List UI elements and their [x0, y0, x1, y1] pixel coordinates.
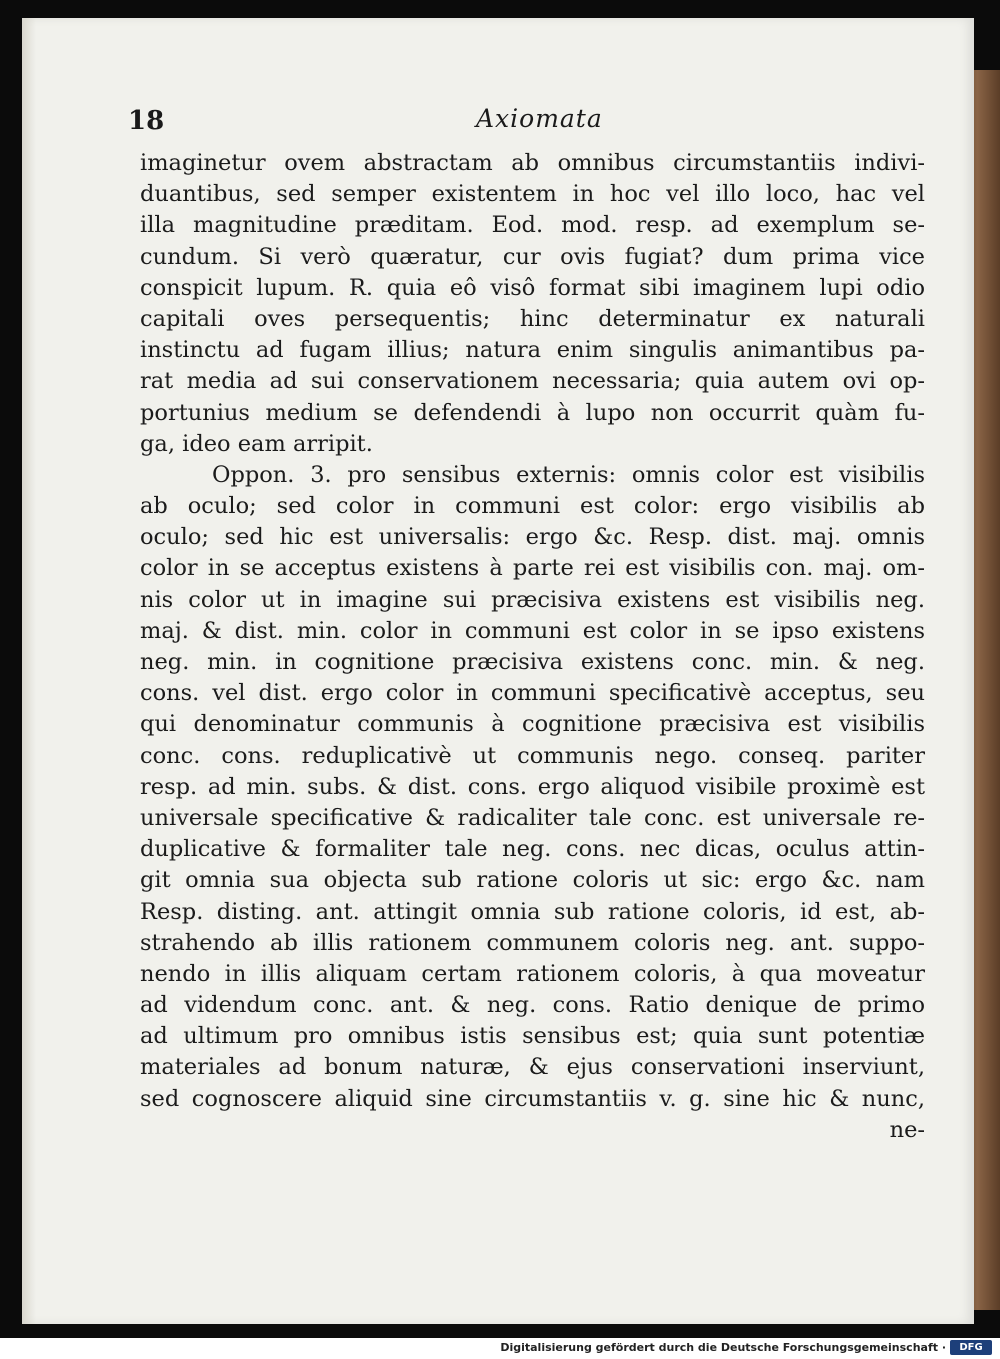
- text-line: sed cognoscere aliquid sine circumstantiis v. g. sine hic & nunc,: [140, 1085, 925, 1112]
- text-line: ga, ideo eam arripit.: [140, 430, 373, 457]
- text-line: materiales ad bonum naturæ, & ejus conservationi inserviunt,: [140, 1054, 925, 1081]
- text-line: git omnia sua objecta sub ratione coloris ut sic: ergo &c. nam: [140, 867, 925, 894]
- page-number: 18: [128, 106, 165, 136]
- text-line: duantibus, sed semper existentem in hoc vel illo loco, hac vel: [140, 181, 925, 208]
- text-line: cundum. Si verò quæratur, cur ovis fugiat? dum prima vice: [140, 243, 925, 270]
- text-line: ab oculo; sed color in communi est color: ergo visibilis ab: [140, 493, 925, 520]
- text-line: universale specificative & radicaliter tale conc. est universale re-: [140, 804, 925, 831]
- text-line: conspicit lupum. R. quia eô visô format sibi imaginem lupi odio: [140, 274, 925, 301]
- text-line: duplicative & formaliter tale neg. cons. nec dicas, oculus attin-: [140, 836, 925, 863]
- text-line: illa magnitudine præditam. Eod. mod. resp. ad exemplum se-: [140, 212, 925, 239]
- text-line: conc. cons. reduplicativè ut communis nego. conseq. pariter: [140, 742, 925, 769]
- text-line: ad videndum conc. ant. & neg. cons. Ratio denique de primo: [140, 992, 925, 1019]
- running-title: Axiomata: [476, 104, 603, 133]
- text-line: neg. min. in cognitione præcisiva existens conc. min. & neg.: [140, 649, 925, 675]
- text-line: nendo in illis aliquam certam rationem coloris, à qua moveatur: [140, 960, 925, 987]
- text-line: ad ultimum pro omnibus istis sensibus est; quia sunt potentiæ: [140, 1023, 925, 1050]
- text-line: nis color ut in imagine sui præcisiva existens est visibilis neg.: [140, 586, 925, 613]
- text-line: Resp. disting. ant. attingit omnia sub ratione coloris, id est, ab-: [140, 898, 925, 925]
- text-line: qui denominatur communis à cognitione præcisiva est visibilis: [140, 711, 925, 738]
- text-line: maj. & dist. min. color in communi est color in se ipso existens: [140, 617, 925, 644]
- paragraph-first-line: Oppon. 3. pro sensibus externis: omnis color est visibilis: [212, 461, 925, 488]
- text-line: strahendo ab illis rationem communem coloris neg. ant. suppo-: [140, 929, 925, 956]
- text-line: oculo; sed hic est universalis: ergo &c. Resp. dist. maj. omnis: [140, 524, 925, 551]
- funding-note: Digitalisierung gefördert durch die Deutsche Forschungsgemeinschaft ·: [500, 1341, 946, 1354]
- text-line: color in se acceptus existens à parte rei est visibilis con. maj. om-: [140, 555, 925, 582]
- text-line: portunius medium se defendendi à lupo non occurrit quàm fu-: [140, 399, 925, 426]
- text-line: cons. vel dist. ergo color in communi specificativè acceptus, seu: [140, 680, 925, 707]
- text-line: imaginetur ovem abstractam ab omnibus circumstantiis indivi-: [140, 150, 925, 176]
- text-line: instinctu ad fugam illius; natura enim singulis animantibus pa-: [140, 337, 925, 364]
- text-line: rat media ad sui conservationem necessaria; quia autem ovi op-: [140, 368, 925, 395]
- dfg-logo: DFG: [950, 1340, 992, 1355]
- text-line: capitali oves persequentis; hinc determinatur ex naturali: [140, 305, 925, 332]
- page-gutter-shadow: [22, 18, 36, 1324]
- body-text: [140, 148, 925, 1146]
- catchword: ne-: [889, 1116, 925, 1143]
- running-head: [128, 106, 928, 142]
- text-line: resp. ad min. subs. & dist. cons. ergo aliquod visibile proximè est: [140, 773, 925, 800]
